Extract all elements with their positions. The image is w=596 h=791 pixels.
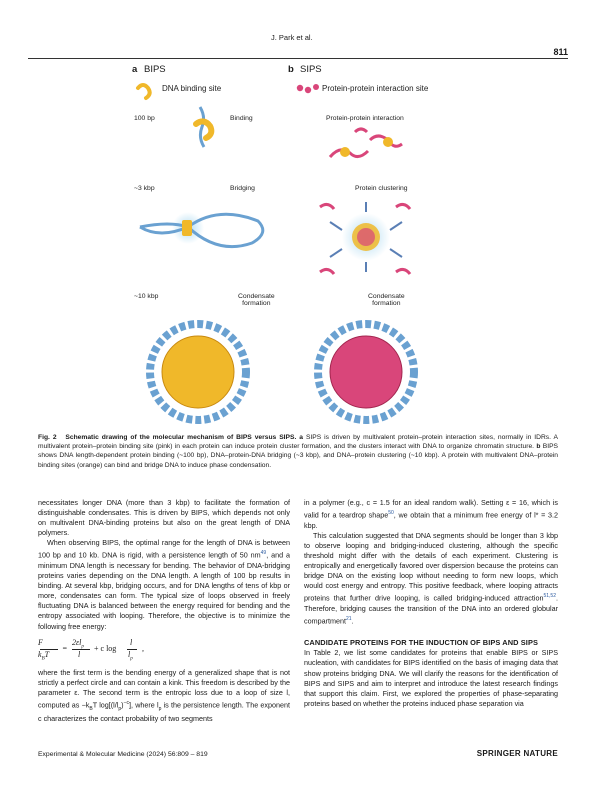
ppi-illustration <box>330 129 402 157</box>
body-right-column <box>304 498 558 709</box>
panel-a-label-bridging: Bridging <box>230 185 255 192</box>
sips-condensate-illustration <box>318 324 414 420</box>
dna-binding-site-legend-icon <box>138 85 150 98</box>
panel-b-title: SIPS <box>300 64 322 75</box>
figure-illustration <box>130 62 470 428</box>
footer-publisher: SPRINGER NATURE <box>476 749 558 758</box>
panel-a-letter: a <box>132 64 138 75</box>
caption-label: Fig. 2 <box>38 434 57 441</box>
running-header-author: J. Park et al. <box>271 33 313 42</box>
section-title: CANDIDATE PROTEINS FOR THE INDUCTION OF BIPS AND SIPS <box>304 638 539 648</box>
header-rule <box>28 58 568 59</box>
bridging-loop-illustration <box>140 212 263 247</box>
panel-a-size-10kbp: ~10 kbp <box>134 293 159 300</box>
panel-b-label-condensate: Condensate formation <box>368 293 405 307</box>
left-paragraph-2: When observing BIPS, the optimal range for the length of DNA is between 100 bp and 10 kb. DNA is rigid, with a persistence length of 50 $nm^{49}$, and a minimum DNA length is necessary for bending. The behavior of DNA-bridging proteins varies depending on the DNA length. A length of 100 bp results in binding. At several kbp, bridging occurs, and for DNA lengths of tens of kbp or more, condensates can form. The typical size of loops observed in freely fluctuating DNA is balanced between the energy required for bending and the entropy associated with looping. Therefore, the objective is to minimize the following free energy: <box>38 538 290 631</box>
panel-b-letter: b <box>288 64 294 75</box>
panel-a-size-100bp: 100 bp <box>134 115 155 122</box>
caption-a-text: SIPS is driven by multivalent protein–protein interaction sites, normally in IDRs. A multivalent protein–protein binding site (pink) in each protein can induce protein cluster formation, and the clusters interact with DNA to organize chromatin structure. <box>38 434 559 451</box>
caption-b-text: BIPS shows DNA length-dependent protein binding (~100 bp), DNA–protein-DNA bridging (~3 kbp), and DNA–protein clustering (~10 kbp). A protein with multivalent DNA–protein binding sites (orange) can bind and bridge DNA to induce phase condensation. <box>38 443 559 469</box>
binding-dna-illustration <box>196 107 211 147</box>
free-energy-equation: F $k_BT$ = $2\varepsilon l_p$ l + c log l $l_p$ , <box>38 637 144 662</box>
right-paragraph-2: This calculation suggested that DNA segments should be longer than 3 kbp to observe looping and bridging-induced clustering, although the specific threshold might differ with the details of each experiment. Clustering is entropically and energetically favored over dispersion because the proteins can bridge DNA on the existing loop without needing to form new loops, which would cost energy and entropy. This positive feedback, where looping attracts proteins that further drive looping, is called bridging-induced attraction$^{51,52}$. Therefore, bridging causes the transition of the DNA into an ordered globular compartment$^{21}$. <box>304 530 558 626</box>
right-paragraph-1: in a polymer (e.g., c = 1.5 for an ideal random walk). Setting ε = 16, which is valid for a teardrop shape$^{50}$, we obtain that a minimum free energy of l* = 3.2 kbp. <box>304 498 559 530</box>
panel-a-size-3kbp: ~3 kbp <box>134 185 155 192</box>
left-paragraph-3: where the first term is the bending energy of a generalized shape that is not strictly a perfect circle and can contain a kink. This freedom is described by the parameter ε. The second term is the entropic loss due to a loop of size l, computed as $-k_BT$ $\log[(l/l_p)^{-c}]$, where $l_p$ is the persistence length. The exponent c characterizes the contact probability of two segments <box>38 667 290 723</box>
ppi-site-legend-icon <box>297 84 319 93</box>
left-paragraph-1: necessitates longer DNA (more than 3 kbp) to facilitate the formation of distinguishable condensates. This is driven by BIPS, which depends not only on multivalent DNA-binding proteins but also on the great length of DNA polymers. <box>38 498 290 538</box>
panel-b-legend-label: Protein-protein interaction site <box>322 84 429 93</box>
body-left-column <box>38 498 290 724</box>
figure-2 <box>130 62 470 428</box>
caption-title: Schematic drawing of the molecular mechanism of BIPS versus SIPS. <box>65 434 297 441</box>
footer-journal: Experimental & Molecular Medicine (2024) 56:809 – 819 <box>38 751 208 758</box>
figure-caption: Fig. 2 Schematic drawing of the molecular mechanism of BIPS versus SIPS. a SIPS is driven by multivalent protein–protein interaction sites, normally in IDRs. A multivalent protein–protein binding site (pink) in each protein can induce protein cluster formation, and the clusters interact with DNA to organize chromatin structure. b BIPS shows DNA length-dependent protein binding (~100 bp), DNA–protein-DNA bridging (~3 kbp), and DNA–protein clustering (~10 kbp). A protein with multivalent DNA–protein binding sites (orange) can bind and bridge DNA to induce phase condensation. <box>38 434 559 469</box>
panel-b-label-ppi: Protein-protein interaction <box>326 115 404 122</box>
panel-b-label-clustering: Protein clustering <box>355 185 408 192</box>
panel-a-label-binding: Binding <box>230 115 253 122</box>
right-paragraph-3: In Table 2, we list some candidates for proteins that enable BIPS or SIPS nucleation, with candidates for BIPS identified on the basis of imaging data that show proteins bridging DNA. We will clarify the reasons for the identification of BIPS and SIPS and aim to interpret and introduce the latest research findings that support this claim. First, we explored the properties of phase-separating proteins based on whether the proteins induced phase separation via <box>304 648 558 708</box>
panel-a-title: BIPS <box>144 64 166 75</box>
panel-a-label-condensate: Condensate formation <box>238 293 275 307</box>
panel-a-legend-label: DNA binding site <box>162 84 222 93</box>
clustering-illustration <box>320 202 410 274</box>
page-number: 811 <box>553 47 568 57</box>
bips-condensate-illustration <box>150 324 246 420</box>
